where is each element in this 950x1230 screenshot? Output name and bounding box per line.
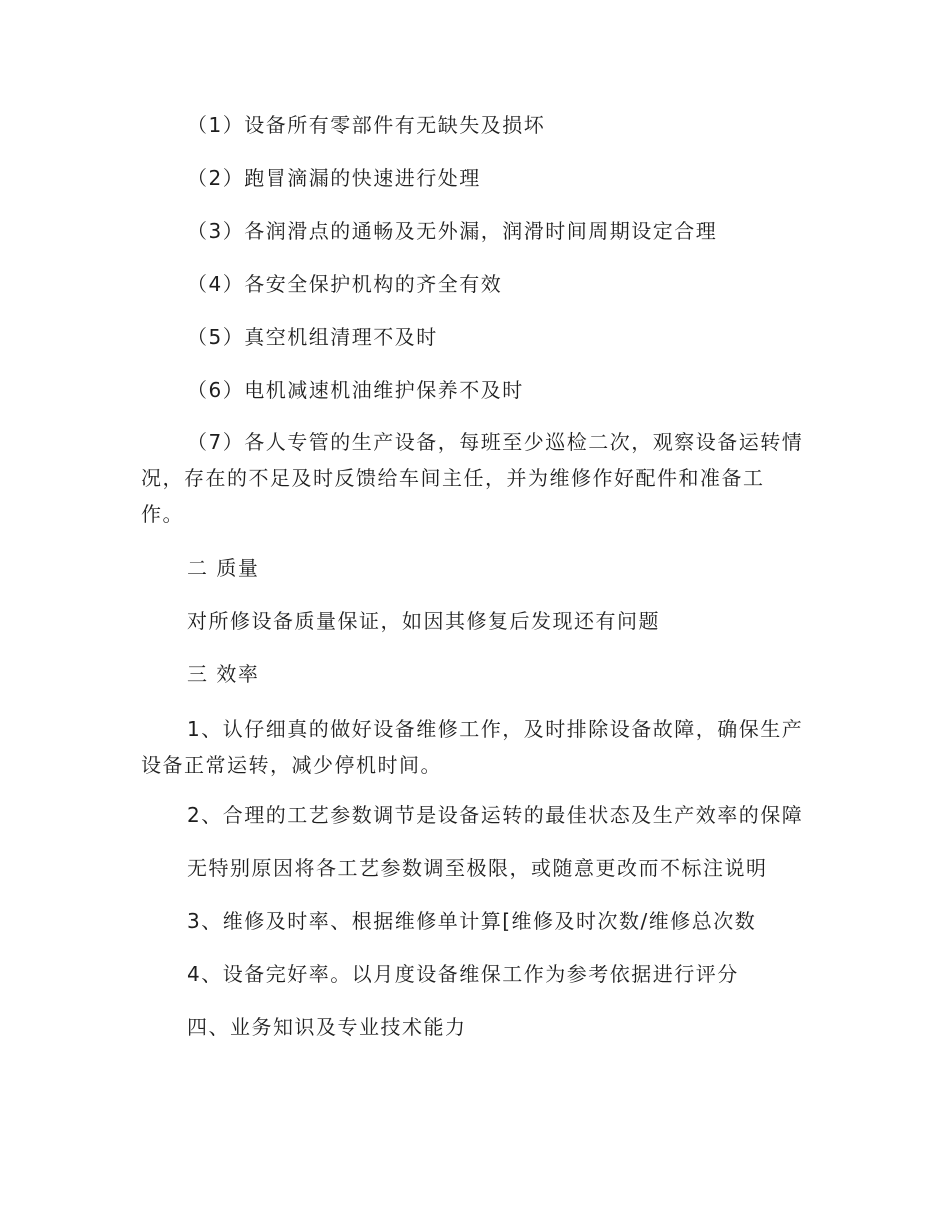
list-item-5: （5）真空机组清理不及时 xyxy=(187,325,438,349)
efficiency-point-1-line-2: 设备正常运转，减少停机时间。 xyxy=(141,753,442,777)
list-item-6: （6）电机减速机油维护保养不及时 xyxy=(187,378,524,402)
list-item-4: （4）各安全保护机构的齐全有效 xyxy=(187,272,503,296)
list-item-3: （3）各润滑点的通畅及无外漏，润滑时间周期设定合理 xyxy=(187,219,718,243)
efficiency-point-3: 3、维修及时率、根据维修单计算[维修及时次数/维修总次数 xyxy=(187,909,757,933)
section-heading-quality: 二 质量 xyxy=(187,556,260,580)
list-item-7 xyxy=(141,424,821,532)
list-item-1: （1）设备所有零部件有无缺失及损坏 xyxy=(187,113,546,137)
section-text-quality: 对所修设备质量保证，如因其修复后发现还有问题 xyxy=(187,609,660,633)
list-item-7-line-2: 况，存在的不足及时反馈给车间主任，并为维修作好配件和准备工 xyxy=(141,466,765,490)
list-item-2: （2）跑冒滴漏的快速进行处理 xyxy=(187,166,481,190)
efficiency-point-1 xyxy=(141,711,821,783)
section-heading-efficiency: 三 效率 xyxy=(187,662,260,686)
list-item-7-line-3: 作。 xyxy=(141,502,184,526)
list-item-7-line-1: （7）各人专管的生产设备，每班至少巡检二次，观察设备运转情 xyxy=(187,430,804,454)
efficiency-point-2: 2、合理的工艺参数调节是设备运转的最佳状态及生产效率的保障 xyxy=(187,803,804,827)
efficiency-point-4: 4、设备完好率。以月度设备维保工作为参考依据进行评分 xyxy=(187,962,739,986)
efficiency-point-1-line-1: 1、认仔细真的做好设备维修工作，及时排除设备故障，确保生产 xyxy=(187,717,804,741)
efficiency-point-2-continuation: 无特别原因将各工艺参数调至极限，或随意更改而不标注说明 xyxy=(187,856,768,880)
section-heading-knowledge: 四、业务知识及专业技术能力 xyxy=(187,1015,467,1039)
